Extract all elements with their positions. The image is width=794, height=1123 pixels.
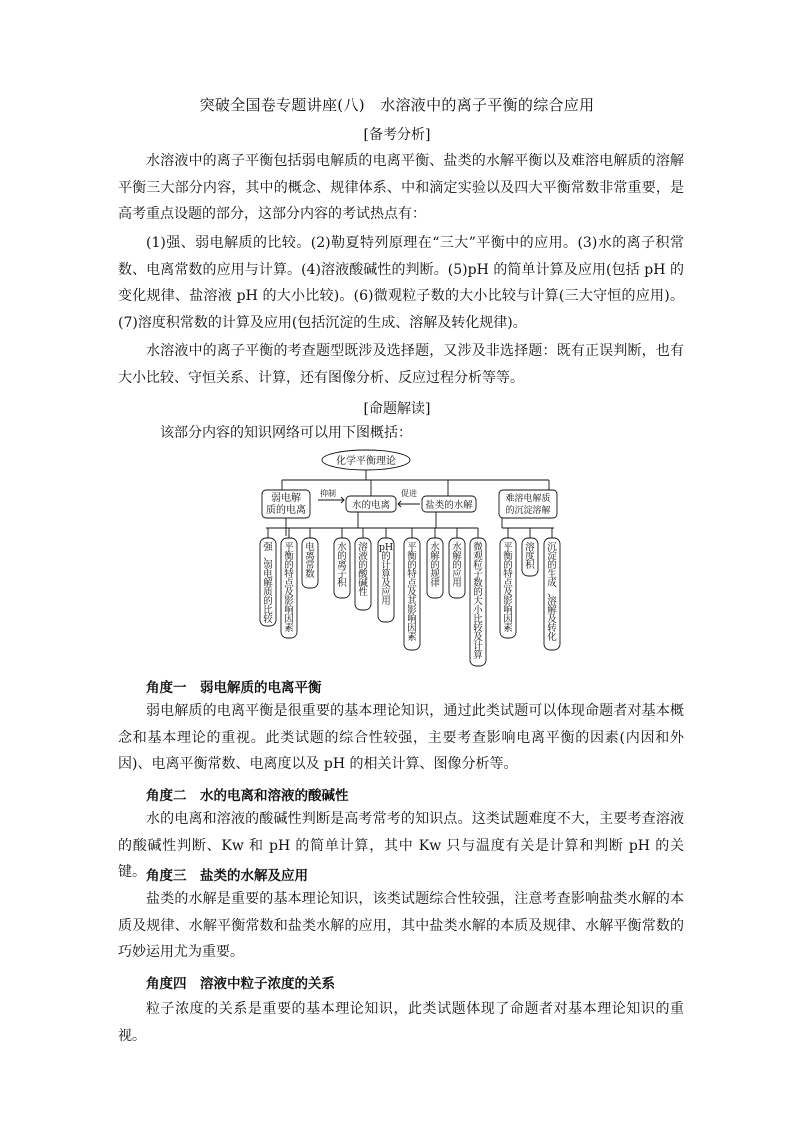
branch-label-water-ionization: 水的电离 — [351, 500, 391, 511]
leaf-label: 水解的应用 — [452, 542, 462, 589]
angle3-text: 盐类的水解是重要的基本理论知识，该类试题综合性较强，注意考查影响盐类水解的本质及规律、水解平衡常数和盐类水解的应用，其中盐类水解的本质及规律、水解平衡常数的巧妙运用尤为重要。 — [118, 891, 684, 960]
leaf-label: 水解的规律 — [430, 542, 440, 589]
angle1-text: 弱电解质的电离平衡是很重要的基本理论知识，通过此类试题可以体现命题者对基本概念和基本理论的重视。此类试题的综合性较强，主要考查影响电离平衡的因素(内因和外因)、电离平衡常数、电离度以及 pH 的相关计算、图像分析等。 — [118, 703, 684, 772]
paragraph-diagram-intro: 该部分内容的知识网络可以用下图概括： — [160, 425, 412, 441]
branch-label-salt-hydrolysis: 盐类的水解 — [425, 500, 473, 511]
page-title: 突破全国卷专题讲座(八) 水溶液中的离子平衡的综合应用 — [199, 96, 595, 114]
knowledge-network-diagram — [252, 446, 582, 671]
leaf-label: pH 的计算及应用 — [378, 542, 394, 607]
relation-label-promote: 促进 — [401, 489, 417, 498]
leaf-label: 水的离子积 — [337, 542, 347, 589]
angle3-heading: 角度三 盐类的水解及应用 — [146, 868, 308, 884]
leaf-label: 强、弱电解质的比较 — [263, 542, 273, 625]
angle4-heading: 角度四 溶液中粒子浓度的关系 — [146, 976, 335, 992]
leaf-label: 平衡的特点及影响因素 — [503, 542, 513, 634]
leaf-label: 平衡的特点及影响因素 — [284, 542, 294, 634]
angle4-text: 粒子浓度的关系是重要的基本理论知识，此类试题体现了命题者对基本理论知识的重视。 — [118, 1001, 684, 1044]
leaf-label: 微观粒子数的大小比较及计算 — [473, 542, 483, 661]
branch-label-weak-electrolyte: 弱电解质的电离 — [266, 493, 306, 516]
angle2-heading: 角度二 水的电离和溶液的酸碱性 — [146, 788, 349, 804]
paragraph-question-types: 水溶液中的离子平衡的考查题型既涉及选择题，又涉及非选择题：既有正误判断，也有大小比较、守恒关系、计算，还有图像分析、反应过程分析等等。 — [118, 343, 684, 386]
branch-label-insoluble-electrolyte: 难溶电解质的沉淀溶解 — [505, 494, 551, 516]
leaf-label: 溶液的酸碱性 — [358, 542, 368, 598]
section-heading-interpretation: [命题解读] — [363, 401, 431, 417]
leaf-label: 平衡的特点及其影响因素 — [407, 542, 417, 643]
leaf-label: 沉淀的生成、溶解及转化 — [547, 542, 557, 643]
leaf-label: 电离常数 — [305, 542, 315, 580]
paragraph-overview: 水溶液中的离子平衡包括弱电解质的电离平衡、盐类的水解平衡以及难溶电解质的溶解平衡三大部分内容，其中的概念、规律体系、中和滴定实验以及四大平衡常数非常重要，是高考重点设题的部分，这部分内容的考试热点有： — [118, 153, 684, 222]
section-heading-prep-analysis: [备考分析] — [363, 127, 431, 143]
relation-label-inhibit: 抑制 — [320, 489, 336, 498]
root-node-label: 化学平衡理论 — [336, 456, 396, 467]
angle1-heading: 角度一 弱电解质的电离平衡 — [146, 680, 322, 696]
angle2-text: 水的电离和溶液的酸碱性判断是高考常考的知识点。这类试题难度不大，主要考查溶液的酸碱性判断、Kw 和 pH 的简单计算，其中 Kw 只与温度有关是计算和判断 pH 的关键。 — [118, 811, 684, 880]
paragraph-hotspots: (1)强、弱电解质的比较。(2)勒夏特列原理在“三大”平衡中的应用。(3)水的离子积常数、电离常数的应用与计算。(4)溶液酸碱性的判断。(5)pH 的简单计算及应用(包括 pH 的变化规律、盐溶液 pH 的大小比较)。(6)微观粒子数的大小比较与计算(三大守恒的应用)。(7)溶度积常数的计算及应用(包括沉淀的生成、溶解及转化规律)。 — [118, 235, 684, 331]
leaf-label: 溶度积 — [525, 542, 535, 571]
